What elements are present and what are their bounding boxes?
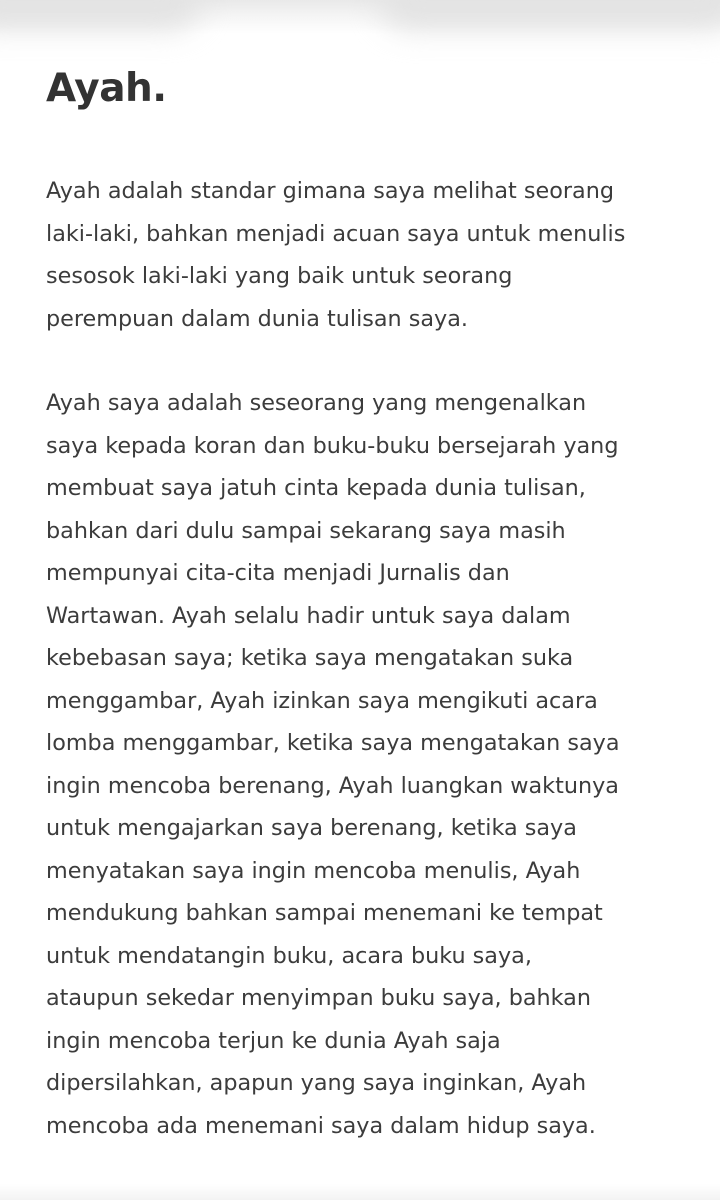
bottom-edge-shadow: [0, 1184, 720, 1200]
paragraph-line: ingin mencoba terjun ke dunia Ayah saja: [46, 1027, 501, 1054]
top-bar-shadow: [0, 0, 720, 34]
paragraph-line: mencoba ada menemani saya dalam hidup saya.: [46, 1112, 596, 1139]
paragraph-line: mendukung bahkan sampai menemani ke tempat: [46, 900, 603, 926]
article: [46, 66, 686, 1147]
paragraph-line: ingin mencoba berenang, Ayah luangkan waktunya: [46, 772, 619, 799]
paragraph-line: kebebasan saya; ketika saya mengatakan suka: [46, 645, 574, 671]
paragraph-line: ataupun sekedar menyimpan buku saya, bahkan: [46, 985, 591, 1011]
paragraph-line: Wartawan. Ayah selalu hadir untuk saya dalam: [46, 602, 571, 629]
paragraph-line: lomba menggambar, ketika saya mengatakan saya: [46, 730, 620, 756]
paragraph-2: [46, 382, 686, 1147]
paragraph-line: bahkan dari dulu sampai sekarang saya masih: [46, 517, 566, 544]
paragraph-line: untuk mengajarkan saya berenang, ketika saya: [46, 815, 577, 841]
paragraph-line: saya kepada koran dan buku-buku bersejarah yang: [46, 432, 619, 459]
top-left-shadow: [0, 0, 200, 30]
paragraph-line: perempuan dalam dunia tulisan saya.: [46, 305, 468, 332]
article-title: Ayah.: [46, 66, 167, 111]
paragraph-line: membuat saya jatuh cinta kepada dunia tulisan,: [46, 475, 586, 501]
paragraph-line: menggambar, Ayah izinkan saya mengikuti acara: [46, 687, 598, 714]
paragraph-line: untuk mendatangin buku, acara buku saya,: [46, 942, 532, 969]
top-right-shadow: [380, 0, 720, 30]
paragraph-line: Ayah saya adalah seseorang yang mengenalkan: [46, 390, 587, 416]
paragraph-line: laki-laki, bahkan menjadi acuan saya untuk menulis: [46, 220, 626, 247]
paragraph-line: Ayah adalah standar gimana saya melihat seorang: [46, 178, 614, 204]
paragraph-line: menyatakan saya ingin mencoba menulis, Ayah: [46, 857, 581, 884]
paragraph-line: sesosok laki-laki yang baik untuk seorang: [46, 263, 513, 289]
paragraph-line: mempunyai cita-cita menjadi Jurnalis dan: [46, 560, 510, 586]
paragraph-line: dipersilahkan, apapun yang saya inginkan, Ayah: [46, 1070, 587, 1096]
paragraph-1: [46, 170, 686, 340]
